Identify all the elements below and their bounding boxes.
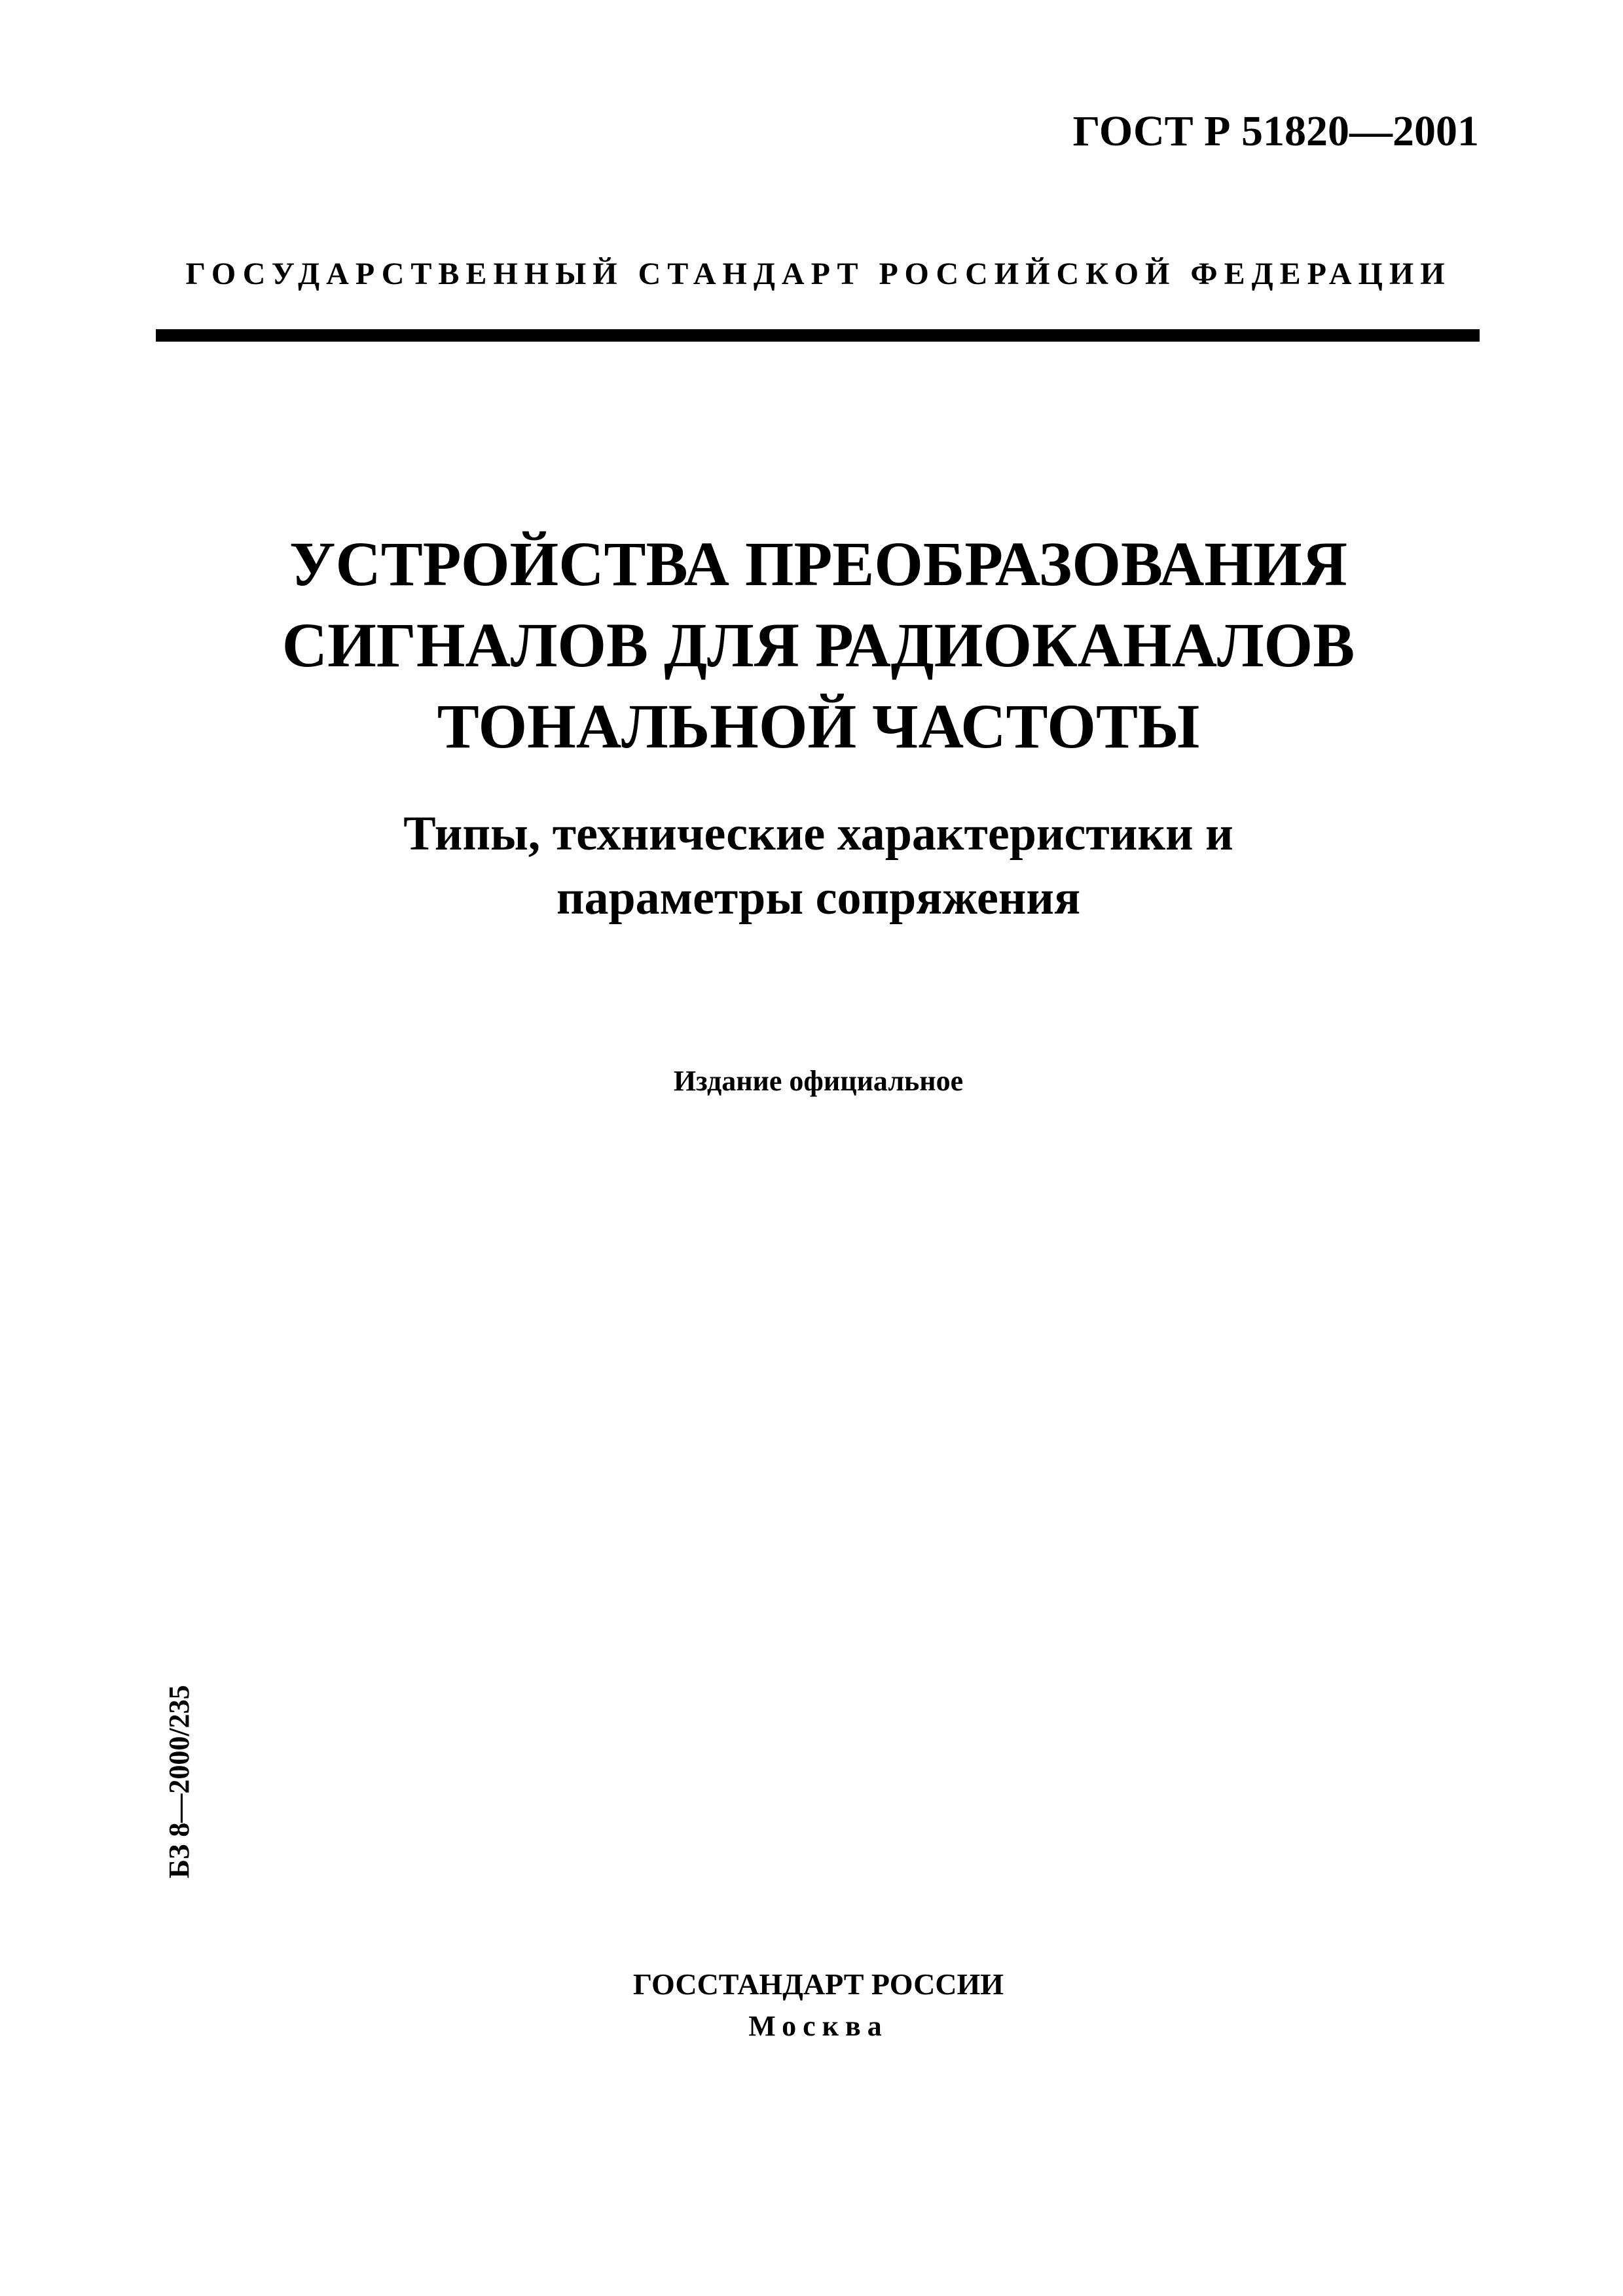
document-subtitle (157, 802, 1480, 930)
title-line: СИГНАЛОВ ДЛЯ РАДИОКАНАЛОВ (282, 610, 1355, 680)
publisher-name: ГОССТАНДАРТ РОССИИ (632, 1967, 1004, 2001)
side-code: БЗ 8—2000/235 (163, 1685, 195, 1878)
header-rule (156, 329, 1480, 342)
subtitle-line: Типы, технические характеристики и (403, 807, 1233, 861)
edition-label: Издание официальное (673, 1065, 964, 1097)
title-line: УСТРОЙСТВА ПРЕОБРАЗОВАНИЯ (289, 529, 1347, 599)
document-number: ГОСТ Р 51820—2001 (1072, 107, 1479, 155)
subtitle-line: параметры сопряжения (556, 871, 1081, 925)
title-line: ТОНАЛЬНОЙ ЧАСТОТЫ (437, 691, 1200, 761)
org-header: ГОСУДАРСТВЕННЫЙ СТАНДАРТ РОССИЙСКОЙ ФЕДЕРАЦИИ (185, 257, 1451, 291)
publisher-block (157, 1964, 1480, 2047)
document-title (157, 524, 1480, 767)
publisher-city: Москва (748, 2010, 888, 2042)
